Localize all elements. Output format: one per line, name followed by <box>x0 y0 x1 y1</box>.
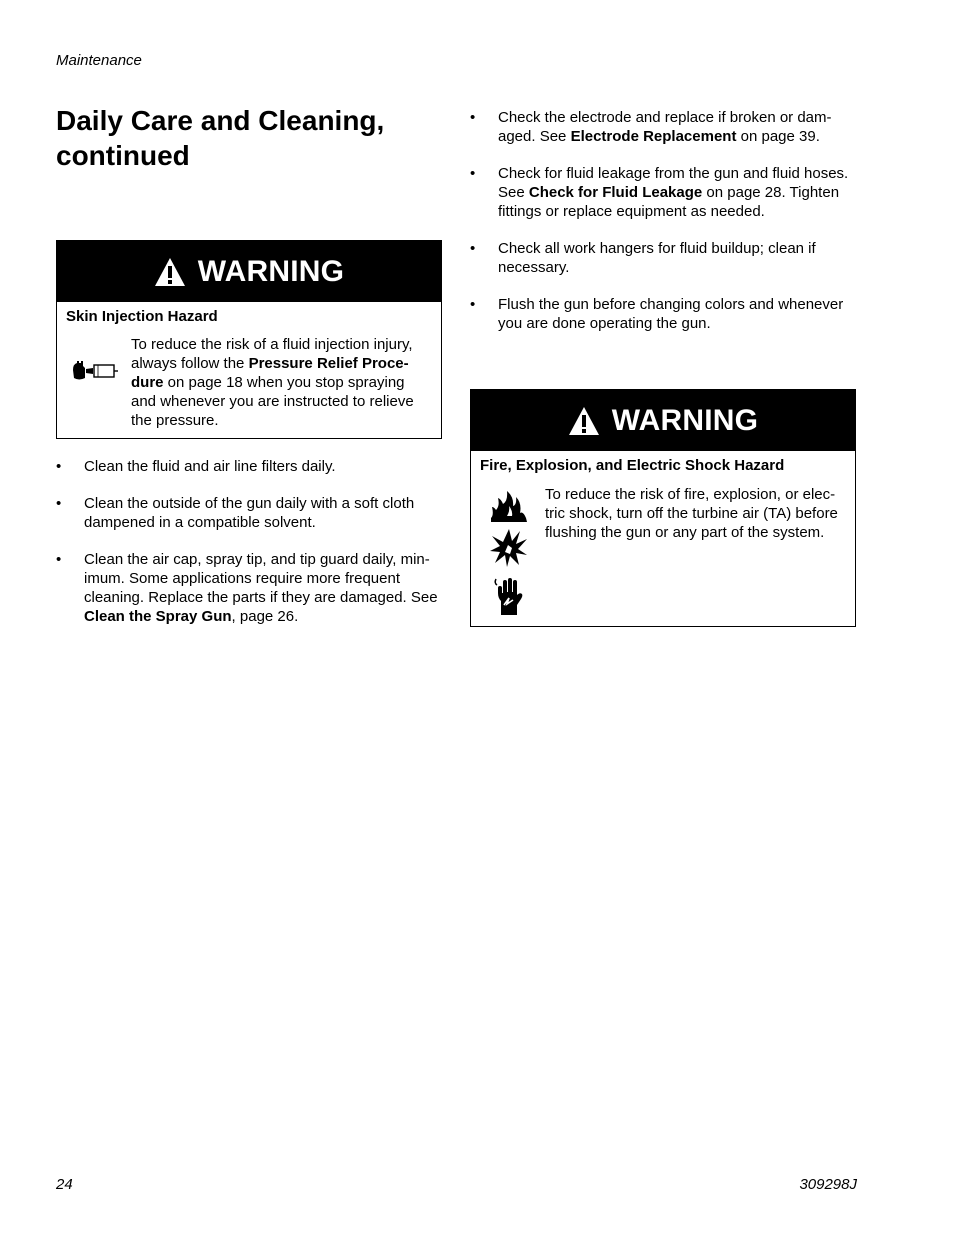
list-item: • Check all work hangers for fluid buildup; clean if necessary. <box>470 240 816 276</box>
list-item: • Clean the air cap, spray tip, and tip guard daily, min-imum. Some applications require more frequent cleaning. Replace the parts if they are damaged. See Clean the Spray Gun, page 26. <box>56 551 438 625</box>
page-number: 24 <box>56 1176 73 1193</box>
warning-banner <box>57 241 441 302</box>
warning-box-skin-injection <box>56 240 442 439</box>
right-bullet-list <box>470 108 856 351</box>
fire-icon <box>489 489 529 523</box>
list-item: • Clean the fluid and air line filters daily. <box>56 458 336 475</box>
page-title-line2: continued <box>56 140 190 171</box>
hazard-title: Fire, Explosion, and Electric Shock Hazard <box>480 457 785 474</box>
warning-triangle-icon <box>568 406 600 436</box>
page-title <box>56 103 436 173</box>
list-item: • Clean the outside of the gun daily with a soft cloth dampened in a compatible solvent. <box>56 495 415 531</box>
warning-label: WARNING <box>197 254 345 288</box>
hazard-title: Skin Injection Hazard <box>66 308 218 325</box>
section-header: Maintenance <box>56 52 142 69</box>
warning-banner <box>471 390 855 451</box>
warning-box-fire-explosion-shock <box>470 389 856 627</box>
hazard-description: To reduce the risk of fire, explosion, or elec-tric shock, turn off the turbine air (TA) before flushing the gun or any part of the system. <box>545 486 838 541</box>
list-item: • Check for fluid leakage from the gun and fluid hoses. See Check for Fluid Leakage on page 28. Tighten fittings or replace equipment as needed. <box>470 165 849 220</box>
explosion-icon <box>489 527 529 569</box>
document-number: 309298J <box>799 1176 857 1193</box>
warning-label: WARNING <box>611 403 759 437</box>
list-item: • Check the electrode and replace if broken or dam-aged. See Electrode Replacement on page 39. <box>470 109 832 145</box>
left-bullet-list <box>56 457 442 644</box>
electric-shock-icon <box>493 575 527 617</box>
list-item: • Flush the gun before changing colors and whenever you are done operating the gun. <box>470 296 844 332</box>
page-title-line1: Daily Care and Cleaning, <box>56 105 385 136</box>
hazard-description: To reduce the risk of a fluid injection injury, always follow the Pressure Relief Proce-dure on page 18 when you stop spraying and whenever you are instructed to relieve the pressure. <box>131 336 414 429</box>
warning-triangle-icon <box>154 257 186 287</box>
skin-injection-icon <box>71 358 119 384</box>
